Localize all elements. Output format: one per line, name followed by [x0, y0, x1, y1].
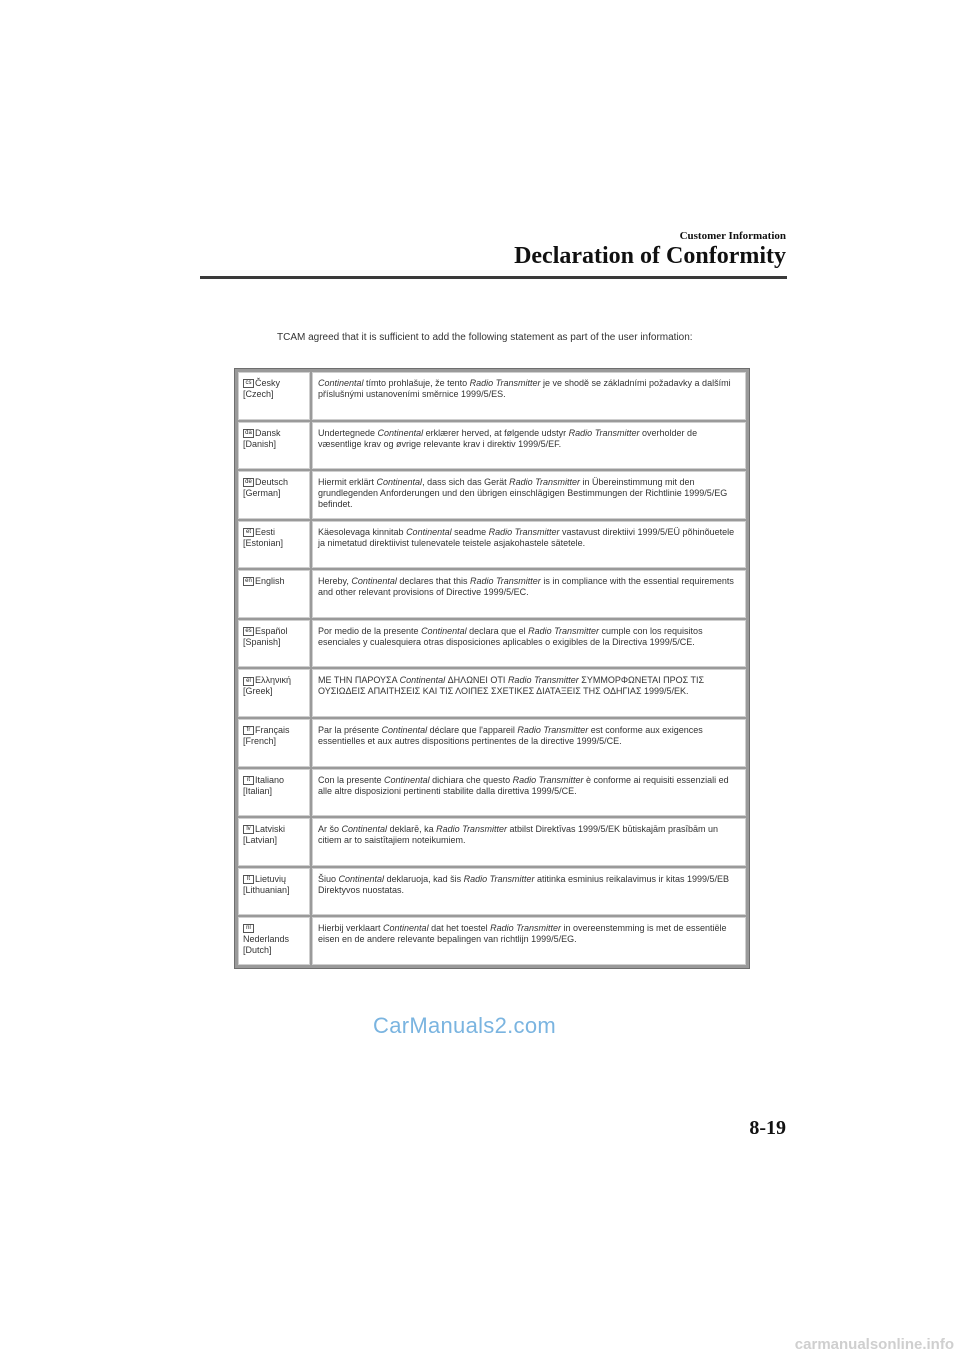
statement-text: declares that this	[396, 576, 470, 587]
statement-text: Hiermit erklärt	[318, 477, 377, 488]
statement-text: Hierbij verklaart	[318, 923, 384, 934]
flag-icon: fr	[243, 726, 254, 735]
equipment-name: Radio Transmitter	[469, 576, 541, 587]
statement-text: Ar šo	[318, 824, 342, 835]
language-english: [Latvian]	[243, 835, 278, 846]
table-row	[238, 521, 746, 569]
statement-cell	[312, 620, 746, 668]
statement-text: dat het toestel	[428, 923, 491, 934]
language-english: [French]	[243, 736, 277, 747]
language-native: Ελληνική	[255, 675, 292, 686]
equipment-name: Radio Transmitter	[507, 675, 579, 686]
flag-icon: et	[243, 528, 254, 537]
statement-cell	[312, 868, 746, 916]
statement-text: deklarē, ka	[387, 824, 437, 835]
statement-cell	[312, 818, 746, 866]
language-english: [German]	[243, 488, 281, 499]
statement-text: seadme	[451, 526, 489, 537]
language-native: Deutsch	[255, 477, 289, 488]
page-number: 8-19	[749, 1117, 786, 1139]
language-native: Latviski	[255, 824, 286, 835]
statement-text: vastavust direktiivi 1999/5/EÜ põhinõuetele ja nimetatud direktiivist tulenevatele teistele asjakohastele sätetele.	[318, 526, 735, 548]
language-native: Lietuvių	[255, 873, 287, 884]
statement-text: is in compliance with the essential requirements and other relevant provisions of Directive 1999/5/EC.	[318, 576, 734, 598]
manufacturer-name: Continental	[338, 873, 385, 884]
language-english: [Italian]	[243, 785, 273, 796]
equipment-name: Radio Transmitter	[436, 824, 507, 835]
statement-text: Con la presente	[318, 774, 385, 785]
table-row	[238, 372, 746, 420]
manufacturer-name: Continental	[384, 774, 430, 785]
manufacturer-name: Continental	[341, 824, 388, 835]
language-native: Français	[255, 725, 290, 736]
equipment-name: Radio Transmitter	[528, 625, 600, 636]
table-row	[238, 719, 746, 767]
equipment-name: Radio Transmitter	[517, 725, 589, 736]
statement-cell	[312, 372, 746, 420]
manufacturer-name: Continental	[377, 427, 424, 438]
conformity-table	[234, 368, 750, 969]
statement-text: déclare que l'appareil	[427, 725, 518, 736]
language-cell	[238, 769, 310, 817]
statement-cell	[312, 669, 746, 717]
manufacturer-name: Continental	[351, 576, 397, 587]
flag-icon: lt	[243, 875, 254, 884]
statement-text: Hereby,	[318, 576, 352, 587]
statement-text: Käesolevaga kinnitab	[318, 526, 407, 537]
table-row	[238, 570, 746, 618]
statement-cell	[312, 719, 746, 767]
intro-text: TCAM agreed that it is sufficient to add the following statement as part of the user information:	[277, 332, 693, 343]
statement-text: in overeenstemming is met de essentiële eisen en de andere relevante bepalingen van richtlijn 1999/5/EG.	[318, 923, 727, 945]
statement-text: ΣΥΜΜΟΡΦΩΝΕΤΑΙ ΠΡΟΣ ΤΙΣ ΟΥΣΙΩΔΕΙΣ ΑΠΑΙΤΗΣΕΙΣ ΚΑΙ ΤΙΣ ΛΟΙΠΕΣ ΣΧΕΤΙΚΕΣ ΔΙΑΤΑΞΕΙΣ ΤΗΣ ΟΔΗΓΙΑΣ 1999/5/ΕΚ.	[318, 675, 705, 697]
section-label: Customer Information	[679, 230, 786, 242]
statement-text: è conforme ai requisiti essenziali ed alle altre disposizioni pertinenti stabilite dalla direttiva 1999/5/CE.	[318, 774, 729, 796]
language-cell	[238, 372, 310, 420]
language-cell	[238, 521, 310, 569]
language-english: [Danish]	[243, 438, 277, 449]
statement-cell	[312, 570, 746, 618]
manufacturer-name: Continental	[399, 675, 446, 686]
language-cell	[238, 719, 310, 767]
language-native: Español	[255, 625, 288, 636]
language-cell	[238, 818, 310, 866]
language-cell	[238, 917, 310, 965]
language-cell	[238, 471, 310, 519]
language-cell	[238, 570, 310, 618]
title-rule	[200, 276, 787, 279]
statement-text: declara que el	[466, 625, 529, 636]
manufacturer-name: Continental	[383, 923, 429, 934]
statement-cell	[312, 471, 746, 519]
statement-text: dichiara che questo	[429, 774, 513, 785]
manufacturer-name: Continental	[376, 477, 423, 488]
page-title: Declaration of Conformity	[514, 243, 786, 269]
table-row	[238, 471, 746, 519]
language-cell	[238, 669, 310, 717]
statement-text: Par la présente	[318, 725, 382, 736]
language-native: English	[255, 576, 285, 587]
table-row	[238, 620, 746, 668]
equipment-name: Radio Transmitter	[512, 774, 584, 785]
watermark-link[interactable]: CarManuals2.com	[373, 1013, 557, 1038]
language-english: [Dutch]	[243, 945, 272, 956]
table-row	[238, 917, 746, 965]
language-cell	[238, 620, 310, 668]
statement-text: atbilst Direktīvas 1999/5/EK būtiskajām prasībām un citiem ar to saistītajiem noteikumiem.	[318, 824, 719, 846]
statement-text: in Übereinstimmung mit den grundlegenden Anforderungen und den übrigen einschlägigen Bestimmungen der Richtlinie 1999/5/EG befindet.	[318, 477, 728, 510]
language-cell	[238, 868, 310, 916]
flag-icon: da	[243, 429, 254, 438]
statement-cell	[312, 521, 746, 569]
equipment-name: Radio Transmitter	[463, 873, 535, 884]
table-row	[238, 868, 746, 916]
statement-text: deklaruoja, kad šis	[384, 873, 464, 884]
equipment-name: Radio Transmitter	[488, 526, 560, 537]
language-english: [Greek]	[243, 686, 273, 697]
table-row	[238, 422, 746, 470]
statement-text: , dass sich das Gerät	[422, 477, 510, 488]
manufacturer-name: Continental	[381, 725, 428, 736]
statement-text: ΜΕ ΤΗΝ ΠΑΡΟΥΣΑ	[318, 675, 400, 686]
flag-icon: cs	[243, 379, 254, 388]
statement-text: erklærer herved, at følgende udstyr	[423, 427, 569, 438]
flag-icon: en	[243, 577, 254, 586]
equipment-name: Radio Transmitter	[469, 378, 541, 388]
statement-cell	[312, 769, 746, 817]
language-native: Eesti	[255, 526, 276, 537]
language-english: [Czech]	[243, 389, 274, 399]
statement-text: ΔΗΛΩΝΕΙ ΟΤΙ	[445, 675, 508, 686]
statement-text: Por medio de la presente	[318, 625, 422, 636]
flag-icon: de	[243, 478, 254, 487]
equipment-name: Radio Transmitter	[509, 477, 580, 488]
language-english: [Spanish]	[243, 636, 281, 647]
flag-icon: it	[243, 776, 254, 785]
statement-text: tímto prohlašuje, že tento	[363, 378, 470, 388]
language-cell	[238, 422, 310, 470]
language-english: [Estonian]	[243, 537, 284, 548]
statement-cell	[312, 422, 746, 470]
statement-text: est conforme aux exigences essentielles et aux autres dispositions pertinentes de la directive 1999/5/CE.	[318, 725, 703, 747]
statement-text: Šiuo	[318, 873, 339, 884]
flag-icon: el	[243, 677, 254, 686]
manufacturer-name: Continental	[421, 625, 467, 636]
language-native: Česky	[255, 378, 281, 388]
statement-text: overholder de væsentlige krav og øvrige relevante krav i direktiv 1999/5/EF.	[318, 427, 698, 449]
statement-text: atitinka esminius reikalavimus ir kitas 1999/5/EB Direktyvos nuostatas.	[318, 873, 730, 895]
language-english: [Lithuanian]	[243, 884, 290, 895]
table-row	[238, 669, 746, 717]
equipment-name: Radio Transmitter	[568, 427, 640, 438]
statement-text: je ve shodě se základními požadavky a dalšími příslušnými ustanoveními směrnice 1999/5/ES.	[318, 378, 731, 399]
equipment-name: Radio Transmitter	[490, 923, 561, 934]
statement-text: Undertegnede	[318, 427, 378, 438]
language-native: Italiano	[255, 774, 285, 785]
footer-watermark: carmanualsonline.info	[794, 1336, 954, 1353]
manufacturer-name: Continental	[406, 526, 452, 537]
language-native: Nederlands	[243, 934, 290, 945]
manufacturer-name: Continental	[318, 378, 364, 388]
statement-cell	[312, 917, 746, 965]
table-row	[238, 818, 746, 866]
statement-text: cumple con los requisitos esenciales y cualesquiera otras disposiciones aplicables o exigibles de la Directiva 1999/5/CE.	[318, 625, 703, 647]
language-native: Dansk	[255, 427, 281, 438]
flag-icon: nl	[243, 924, 254, 933]
flag-icon: lv	[243, 825, 254, 834]
table-row	[238, 769, 746, 817]
flag-icon: es	[243, 627, 254, 636]
